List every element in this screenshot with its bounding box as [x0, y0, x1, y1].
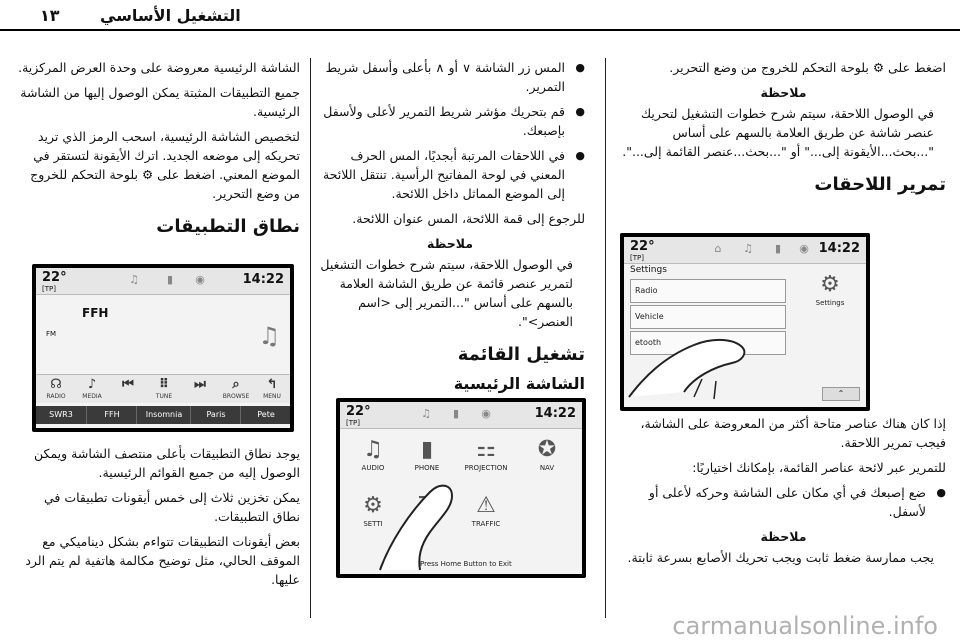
traffic-icon: ⚠ — [476, 493, 496, 518]
list-item[interactable]: Radio — [630, 279, 786, 303]
section-title: تمرير اللاحقات — [814, 174, 946, 195]
temperature: 22° — [630, 239, 655, 254]
finger-icon — [360, 462, 480, 572]
music-icon: ♫ — [421, 407, 431, 420]
settings-screen-image — [620, 233, 870, 411]
preset-button[interactable]: SWR3 — [49, 410, 73, 419]
temperature: 22° — [42, 270, 67, 285]
projection-tile[interactable]: ⚏ PROJECTION — [458, 436, 514, 472]
list-title: Settings — [630, 265, 667, 275]
column-divider — [310, 58, 311, 618]
media-button[interactable]: ♪ MEDIA — [82, 377, 102, 400]
clock: 14:22 — [534, 406, 576, 421]
page-number: ١٣ — [40, 6, 60, 25]
preset-button[interactable]: Paris — [190, 406, 241, 424]
paragraph: بعض أيقونات التطبيقات تتواءم بشكل ديناميكي مع الموقف الحالي، مثل توضيح مكالمة هاتفية لم يتم الرد عليها. — [25, 534, 300, 587]
compass-icon: ✪ — [537, 437, 557, 462]
home-screen-image — [336, 398, 586, 578]
tune-button[interactable]: ⠿ TUNE — [155, 377, 173, 400]
music-icon: ♫ — [129, 273, 139, 286]
phone-tile[interactable]: ▮ PHONE — [404, 436, 450, 472]
preset-button[interactable]: Pete — [240, 406, 291, 424]
section-title: تشغيل القائمة — [457, 344, 585, 365]
chevron-up-icon[interactable]: ⌃ — [822, 387, 860, 401]
radio-screen-image — [32, 264, 294, 432]
chapter-title: التشغيل الأساسي — [100, 6, 241, 25]
preset-button[interactable]: FFH — [86, 406, 137, 424]
phone-icon: ▮ — [774, 242, 782, 255]
gear-icon: ⚙ — [820, 272, 840, 297]
projection-icon: ⚏ — [476, 437, 496, 462]
bullet-item: ● ضع إصبعك في أي مكان على الشاشة وحركه لأعلى أو لأسفل. — [621, 483, 946, 521]
watermark: carmanualsonline.info — [672, 612, 938, 640]
paragraph: الشاشة الرئيسية معروضة على وحدة العرض المركزية. — [18, 60, 300, 75]
paragraph: للتمرير عبر لائحة عناصر القائمة، بإمكانك اختياريًا: — [692, 460, 946, 475]
middle-column — [315, 58, 585, 399]
nav-icon: ◉ — [195, 273, 205, 286]
phone-icon: ▮ — [166, 273, 174, 286]
finger-icon — [624, 317, 764, 407]
menu-button[interactable]: ↰ MENU — [263, 377, 281, 400]
page-header — [0, 0, 960, 30]
gear-icon: ⚙ — [363, 493, 383, 518]
settings-tile[interactable]: ⚙ SETTI — [350, 492, 396, 528]
radio-button[interactable]: ☊ RADIO — [46, 377, 66, 400]
tp-indicator: [TP] — [42, 285, 56, 293]
music-icon: ♫ — [743, 242, 753, 255]
paragraph: يمكن تخزين ثلاث إلى خمس أيقونات تطبيقات في نطاق التطبيقات. — [43, 490, 300, 524]
status-bar — [36, 268, 290, 295]
column-divider — [605, 58, 606, 618]
home-icon: ⌂ — [714, 242, 722, 255]
clock: 14:22 — [242, 272, 284, 287]
bullet-item: ● في اللاحقات المرتبة أبجديًا، المس الحرف المعني في لوحة المفاتيح الرأسية. تنتقل اللائحة إلى الموضع المماثل داخل اللائحة. — [315, 146, 585, 203]
music-note-icon: ♫ — [363, 437, 383, 462]
temperature: 22° — [346, 404, 371, 419]
browse-button[interactable]: ⌕ BROWSE — [222, 377, 250, 400]
bullet-item: ● المس زر الشاشة ∨ أو ∧ بأعلى وأسفل شريط التمرير. — [315, 58, 585, 96]
station-name: FFH — [82, 306, 109, 320]
note-text: في الوصول اللاحقة، سيتم شرح خطوات التشغيل لتمرير عنصر قائمة عن طريق الشاشة العلامة بالسهم على أساس "...التمرير إلى <اسم العنصر>". — [320, 257, 573, 329]
band-label: FM — [46, 330, 57, 338]
nav-tile[interactable]: ✪ NAV — [524, 436, 570, 472]
phone-icon: ▮ — [452, 407, 460, 420]
preset-button[interactable]: Insomnia — [136, 406, 191, 424]
status-bar — [340, 402, 582, 429]
status-bar — [624, 237, 866, 264]
seek-back-button[interactable]: ⏮ — [122, 377, 134, 392]
phone-icon: ▮ — [420, 437, 434, 462]
list-item[interactable]: Vehicle — [630, 305, 786, 329]
tp-indicator: [TP] — [630, 254, 644, 262]
section-title: نطاق التطبيقات — [156, 216, 300, 237]
settings-tile[interactable]: ⚙ Settings — [800, 271, 860, 307]
subsection-title: الشاشة الرئيسية — [453, 374, 585, 393]
note-text: في الوصول اللاحقة، سيتم شرح خطوات التشغيل لتحريك عنصر شاشة عن طريق العلامة بالسهم على أساس "...بحث...الأيقونة إلى..." أو "...بحث...عنصر القائمة إلى...". — [622, 106, 934, 159]
paragraph: إذا كان هناك عناصر متاحة أكثر من المعروضة على الشاشة، فيجب تمرير اللاحقة. — [640, 416, 946, 450]
paragraph: للرجوع إلى قمة اللائحة، المس عنوان اللائحة. — [352, 211, 585, 226]
music-note-icon: ♫ — [258, 322, 280, 350]
preset-row — [36, 406, 290, 424]
paragraph: جميع التطبيقات المثبتة يمكن الوصول إليها من الشاشة الرئيسية. — [20, 85, 300, 119]
paragraph: يوجد نطاق التطبيقات بأعلى منتصف الشاشة ويمكن الوصول إليه من جميع القوائم الرئيسية. — [34, 446, 300, 480]
header-rule — [0, 29, 960, 31]
note-text: يجب ممارسة ضغط ثابت ويجب تحريك الأصابع بسرعة ثابتة. — [627, 550, 934, 565]
nav-icon: ◉ — [481, 407, 491, 420]
paragraph: لتخصيص الشاشة الرئيسية، اسحب الرمز الذي تريد تحريكه إلى موضعه الجديد. اترك الأيقونة لتستقر في الموضع المعني. اضغط على ⚙ بلوحة التحكم للخروج من وضع التحرير. — [30, 129, 300, 201]
intro-text: اضغط على ⚙ بلوحة التحكم للخروج من وضع التحرير. — [669, 60, 946, 75]
tp-indicator: [TP] — [346, 419, 360, 427]
traffic-tile[interactable]: ⚠ TRAFFIC — [458, 492, 514, 528]
note-heading: ملاحظة — [427, 236, 473, 251]
audio-tile[interactable]: ♫ AUDIO — [350, 436, 396, 472]
seek-forward-button[interactable]: ⏭ — [194, 377, 206, 392]
note-heading: ملاحظة — [760, 529, 807, 544]
control-row — [36, 374, 290, 403]
note-heading: ملاحظة — [760, 85, 807, 100]
list-item[interactable]: etooth — [630, 331, 786, 355]
clock: 14:22 — [818, 241, 860, 256]
nav-icon: ◉ — [799, 242, 809, 255]
home-caption: Press Home Button to Exit — [420, 560, 512, 568]
bullet-item: ● قم بتحريك مؤشر شريط التمرير لأعلى ولأسفل بإصبعك. — [315, 102, 585, 140]
